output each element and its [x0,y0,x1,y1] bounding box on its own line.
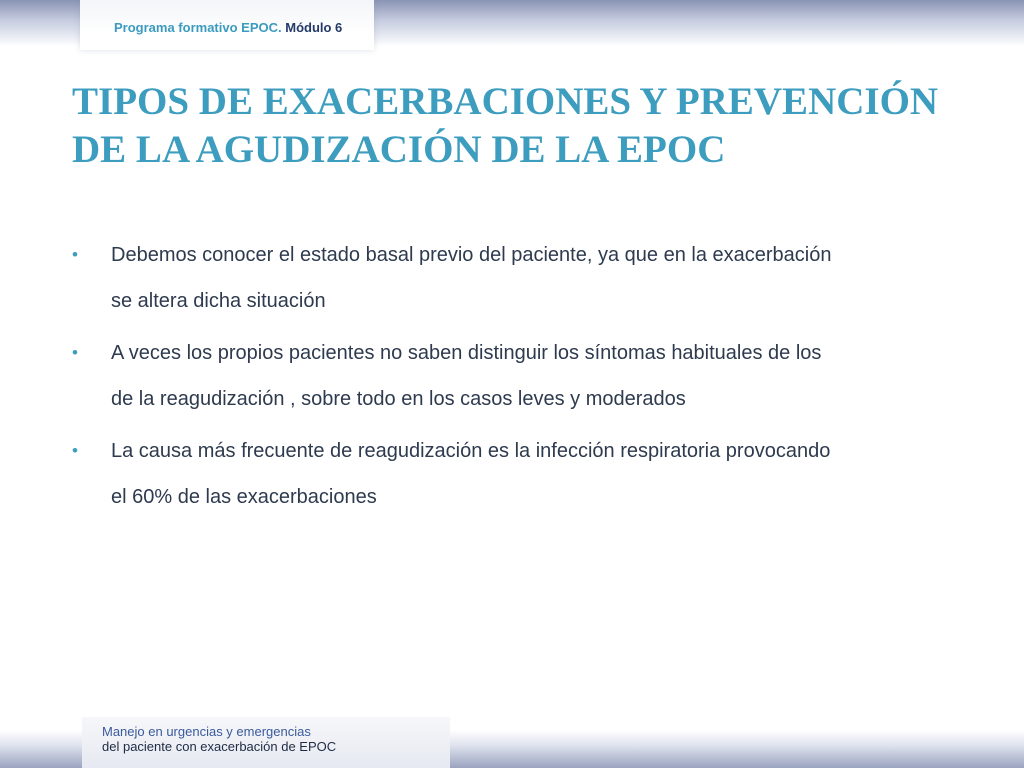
slide-title [72,78,1002,174]
bullet-item [72,232,972,324]
bullet-icon: • [72,343,78,362]
footer-line-1: Manejo en urgencias y emergencias [102,724,311,739]
bullet-item [72,428,972,520]
slide-title-line-1: TIPOS DE EXACERBACIONES Y PREVENCIÓN [72,80,939,123]
slide-title-line-2: DE LA AGUDIZACIÓN DE LA EPOC [72,128,726,171]
bullet-text-line: se altera dicha situación [111,290,326,312]
header-label [114,20,342,35]
bullet-text-line: de la reagudización , sobre todo en los casos leves y moderados [111,388,686,410]
bullet-item [72,330,972,422]
bullet-list [72,232,972,526]
bullet-text-line: el 60% de las exacerbaciones [111,486,377,508]
bullet-text-line: Debemos conocer el estado basal previo del paciente, ya que en la exacerbación [111,244,832,266]
bullet-icon: • [72,245,78,264]
footer-label [102,724,336,754]
bullet-text-line: A veces los propios pacientes no saben distinguir los síntomas habituales de los [111,342,822,364]
footer-line-2: del paciente con exacerbación de EPOC [102,739,337,754]
module-label: Módulo 6 [285,20,343,35]
program-label: Programa formativo EPOC. [114,20,282,35]
header-tab [80,0,374,50]
bullet-icon: • [72,441,78,460]
footer-tab [82,717,450,768]
bullet-text-line: La causa más frecuente de reagudización es la infección respiratoria provocando [111,440,831,462]
